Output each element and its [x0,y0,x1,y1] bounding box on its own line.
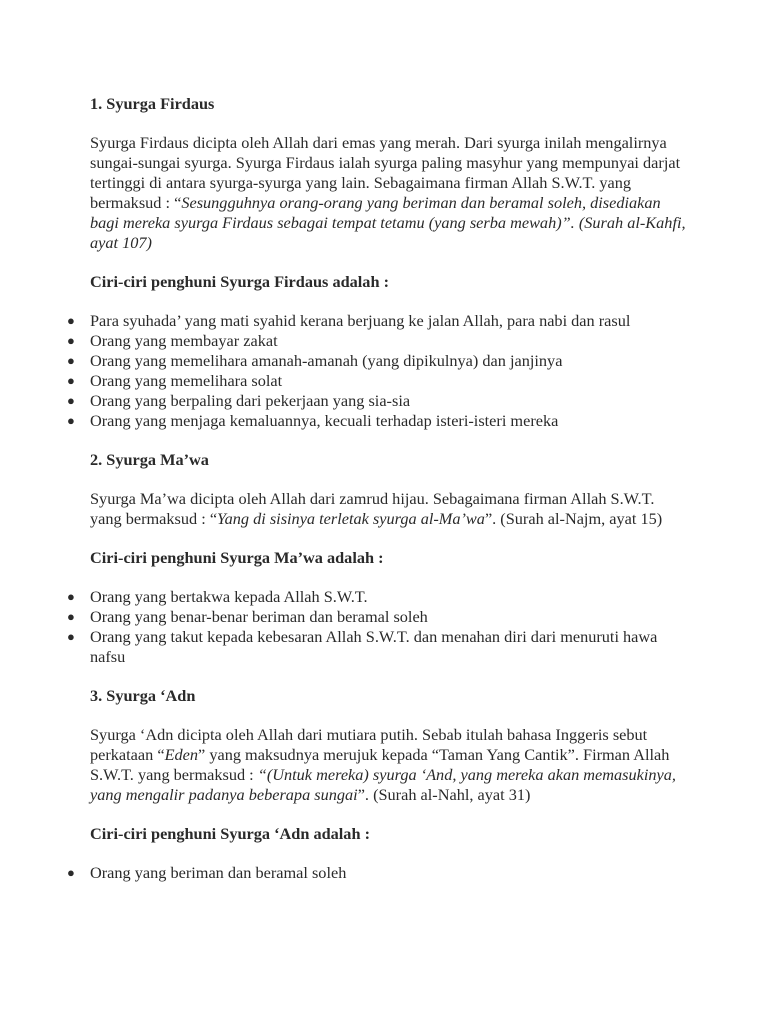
list-item: ● Orang yang benar-benar beriman dan beramal soleh [67,607,428,626]
bullet-icon: ● [67,865,75,880]
list-item: ● Orang yang beriman dan beramal soleh [67,863,347,882]
traits-list-mawa [67,587,690,667]
bullet-icon: ● [67,313,75,328]
section-heading-firdaus: 1. Syurga Firdaus [90,94,215,113]
bullet-icon: ● [67,609,75,624]
bullet-icon: ● [67,353,75,368]
bullet-icon: ● [67,393,75,408]
list-item: ● Orang yang memelihara solat [67,371,283,390]
bullet-icon: ● [67,589,75,604]
traits-list-firdaus [67,311,690,431]
section-paragraph-mawa: Syurga Ma’wa dicipta oleh Allah dari zamrud hijau. Sebagaimana firman Allah S.W.T. yang bermaksud : “Yang di sisinya terletak syurga al-Ma’wa”. (Surah al-Najm, ayat 15) [90,489,663,528]
list-item: ● Orang yang bertakwa kepada Allah S.W.T. [67,587,368,606]
list-item: ● Orang yang takut kepada kebesaran Allah S.W.T. dan menahan diri dari menuruti hawa nafsu [67,627,658,666]
bullet-icon: ● [67,413,75,428]
section-heading-mawa: 2. Syurga Ma’wa [90,450,209,469]
traits-heading-firdaus: Ciri-ciri penghuni Syurga Firdaus adalah : [90,272,389,291]
bullet-icon: ● [67,629,75,644]
list-item: ● Orang yang memelihara amanah-amanah (yang dipikulnya) dan janjinya [67,351,563,370]
section-paragraph-firdaus: Syurga Firdaus dicipta oleh Allah dari emas yang merah. Dari syurga inilah mengalirnya sungai-sungai syurga. Syurga Firdaus ialah syurga paling masyhur yang mempunyai darjat tertinggi di antara syurga-syurga yang lain. Sebagaimana firman Allah S.W.T. yang bermaksud : “Sesungguhnya orang-orang yang beriman dan beramal soleh, disediakan bagi mereka syurga Firdaus sebagai tempat tetamu (yang serba mewah)”. (Surah al-Kahfi, ayat 107) [90,133,686,252]
bullet-icon: ● [67,373,75,388]
document-body [67,94,690,883]
list-item: ● Orang yang membayar zakat [67,331,278,350]
list-item: ● Orang yang berpaling dari pekerjaan yang sia-sia [67,391,411,410]
list-item: ● Para syuhada’ yang mati syahid kerana berjuang ke jalan Allah, para nabi dan rasul [67,311,631,330]
bullet-icon: ● [67,333,75,348]
traits-list-adn [67,863,690,883]
traits-heading-adn: Ciri-ciri penghuni Syurga ‘Adn adalah : [90,824,370,843]
list-item: ● Orang yang menjaga kemaluannya, kecuali terhadap isteri-isteri mereka [67,411,559,430]
traits-heading-mawa: Ciri-ciri penghuni Syurga Ma’wa adalah : [90,548,384,567]
section-paragraph-adn: Syurga ‘Adn dicipta oleh Allah dari mutiara putih. Sebab itulah bahasa Inggeris sebut perkataan “Eden” yang maksudnya merujuk kepada “Taman Yang Cantik”. Firman Allah S.W.T. yang bermaksud : “(Untuk mereka) syurga ‘And, yang mereka akan memasukinya, yang mengalir padanya beberapa sungai”. (Surah al-Nahl, ayat 31) [90,725,676,804]
section-heading-adn: 3. Syurga ‘Adn [90,686,196,705]
